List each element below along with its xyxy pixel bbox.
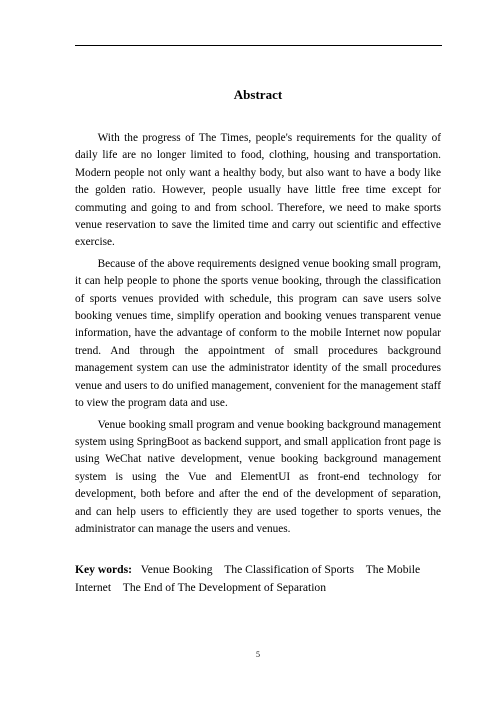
- page-number: 5: [256, 650, 260, 659]
- keyword-item: Venue Booking: [140, 563, 213, 576]
- keywords-label: Key words:: [75, 563, 132, 576]
- keyword-item: The Classification of Sports: [224, 563, 354, 576]
- abstract-paragraph-1: With the progress of The Times, people's requirements for the quality of daily life are no longer limited to food, clothing, housing and transportation. Modern people not only want a healthy body, but also want to have a body like the golden ratio. However, people usually have little free time except for commuting and going to and from school. Therefore, we need to make sports venue reservation to save the limited time and carry out scientific and effective exercise.: [75, 132, 441, 249]
- abstract-body: [75, 130, 441, 542]
- abstract-paragraph-3: Venue booking small program and venue booking background management system using SpringBoot as backend support, and small application front page is using WeChat native development, venue booking background management system is using the Vue and ElementUI as front-end technology for development, both before and after the end of the development of separation, and can help users to efficiently they are used together to sports venues, the administrator can manage the users and venues.: [75, 418, 441, 535]
- header-rule: [75, 45, 442, 46]
- keyword-item: The End of The Development of Separation: [122, 580, 327, 594]
- keyword-item: The Mobile Internet: [75, 563, 421, 594]
- abstract-title: Abstract: [233, 87, 283, 102]
- abstract-paragraph-2: Because of the above requirements designed venue booking small program, it can help people to phone the sports venue booking, through the classification of sports venues provided with schedule, this program can save users solve booking venues time, simplify operation and booking venues transparent venue information, have the advantage of conform to the mobile Internet now popular trend. And through the appointment of small procedures background management system can use the administrator identity of the small procedures venue and users to do unified management, convenient for the management staff to view the program data and use.: [75, 257, 441, 410]
- keywords-block: [75, 561, 441, 596]
